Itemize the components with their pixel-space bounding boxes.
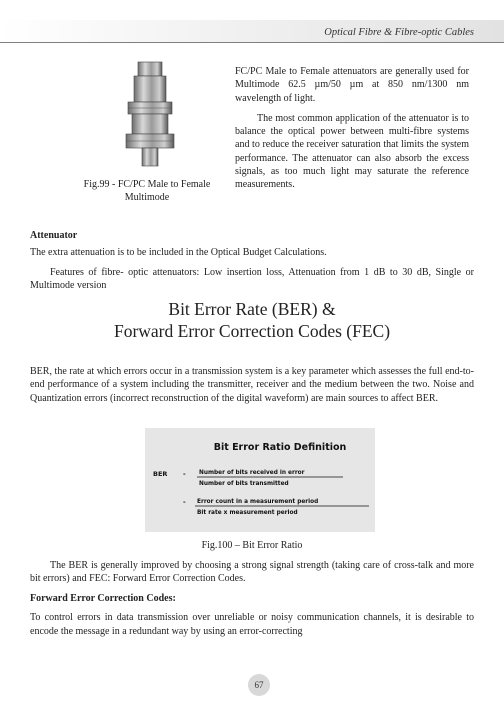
fig100-ber-label: BER	[153, 470, 168, 478]
fig100-dash-1: -	[183, 470, 186, 478]
attenuator-section	[30, 229, 474, 292]
intro-column	[235, 65, 469, 192]
intro-paragraph-2: The most common application of the attenuator is to balance the optical power between multi-fibre systems and to reduce the receiver saturation that limits the system performance. The attenuator can also absorb the excess signals, as too much light may saturate the reference measurements.	[235, 112, 469, 191]
fig100-dash-2: -	[183, 498, 186, 506]
attenuator-paragraph-2: Features of fibre- optic attenuators: Low insertion loss, Attenuation from 1 dB to 30 dB, Single or Multimode version	[30, 266, 474, 291]
section-title	[30, 298, 474, 342]
attenuator-heading: Attenuator	[30, 230, 78, 241]
attenuator-paragraph-1: The extra attenuation is to be included in the Optical Budget Calculations.	[30, 247, 327, 259]
ber-definition-figure	[145, 428, 375, 532]
fec-heading: Forward Error Correction Codes:	[30, 593, 176, 604]
intro-paragraph-1: FC/PC Male to Female attenuators are generally used for Multimode 62.5 µm/50 µm at 850 nm/1300 nm wavelength of light.	[235, 66, 469, 104]
fec-section	[30, 592, 474, 638]
section-title-line-2: Forward Error Correction Codes (FEC)	[113, 321, 391, 341]
fig100-numerator-1: Number of bits received in error	[199, 470, 305, 476]
attenuator-photo	[100, 60, 200, 168]
improvement-paragraph: The BER is generally improved by choosing a strong signal strength (taking care of cross-talk and more bit errors) and FEC: Forward Error Correction Codes.	[30, 560, 474, 585]
fig100-denominator-1: Number of bits transmitted	[199, 481, 289, 487]
fec-paragraph: To control errors in data transmission over unreliable or noisy communication channels, it is desirable to encode the message in a redundant way by using an error-correcting	[30, 612, 474, 637]
page-number: 67	[248, 674, 270, 696]
figure-99-caption: Fig.99 - FC/PC Male to Female Multimode	[83, 179, 211, 203]
fig100-denominator-2: Bit rate x measurement period	[197, 510, 298, 516]
fig100-numerator-2: Error count in a measurement period	[197, 499, 319, 505]
running-header: Optical Fibre & Fibre-optic Cables	[324, 27, 474, 38]
figure-100-caption: Fig.100 – Bit Error Ratio	[201, 540, 303, 551]
header-band	[0, 0, 504, 47]
ber-paragraph: BER, the rate at which errors occur in a transmission system is a key parameter which assesses the full end-to-end performance of a system including the transmitter, receiver and the medium between the two. Noise and Quantization errors (incorrect reconstruction of the digital waveform) are main sources to affect BER.	[30, 366, 474, 404]
section-title-line-1: Bit Error Rate (BER) &	[168, 299, 336, 319]
fig100-title: Bit Error Ratio Definition	[213, 442, 347, 453]
